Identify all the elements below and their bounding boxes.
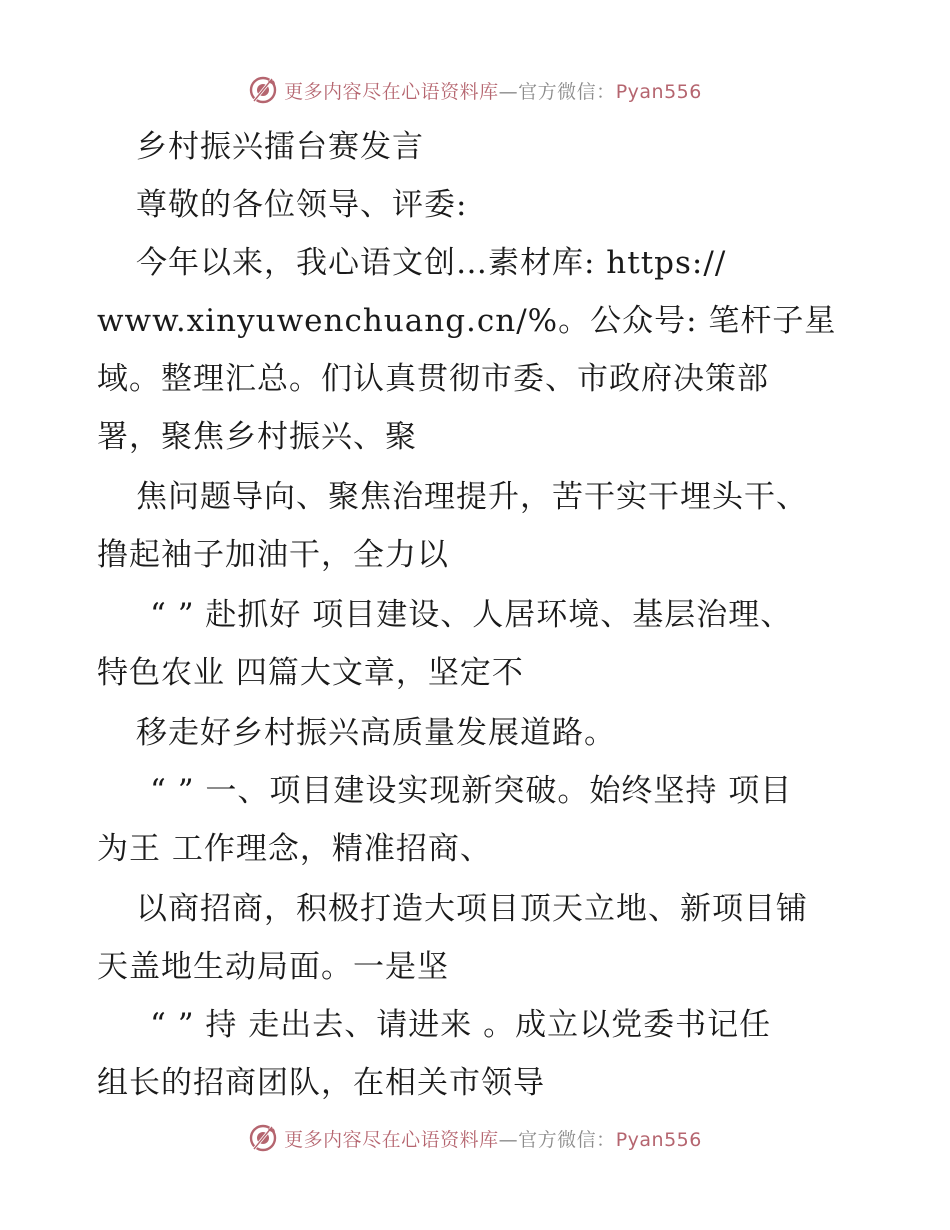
paragraph-line: 署，聚焦乡村振兴、聚: [97, 419, 417, 455]
quill-logo-icon: [248, 75, 278, 105]
banner-dash: —: [498, 1128, 519, 1151]
banner-wechat-label: 官方微信：: [518, 80, 616, 103]
paragraph-line: 组长的招商团队，在相关市领导: [97, 1065, 545, 1101]
paragraph-line: “ ” 赴抓好 项目建设、人居环境、基层治理、: [150, 597, 793, 633]
paragraph-line: 为王 工作理念，精准招商、: [97, 831, 492, 867]
paragraph-line: 特色农业 四篇大文章，坚定不: [97, 655, 524, 691]
salutation: 尊敬的各位领导、评委:: [136, 187, 468, 223]
paragraph-line: 撸起袖子加油干，全力以: [97, 537, 449, 573]
banner-text: [284, 1125, 702, 1152]
banner-main-text: 更多内容尽在心语资料库: [284, 1128, 499, 1151]
document-title: 乡村振兴擂台赛发言: [136, 129, 424, 165]
paragraph-line: 天盖地生动局面。一是坚: [97, 949, 449, 985]
paragraph-line: “ ” 持 走出去、请进来 。成立以党委书记任: [150, 1007, 772, 1043]
header-banner: [0, 70, 950, 110]
paragraph-line: 移走好乡村振兴高质量发展道路。: [136, 715, 616, 751]
paragraph-line: www.xinyuwenchuang.cn/%。公众号: 笔杆子星: [97, 303, 837, 339]
banner-wechat-id: Pyan556: [615, 1128, 702, 1151]
banner-dash: —: [498, 80, 519, 103]
banner-text: [284, 77, 702, 104]
footer-banner-content: [248, 1123, 702, 1153]
paragraph-line: 以商招商，积极打造大项目顶天立地、新项目铺: [136, 891, 808, 927]
paragraph-line: 焦问题导向、聚焦治理提升，苦干实干埋头干、: [136, 479, 808, 515]
banner-wechat-id: Pyan556: [615, 80, 702, 103]
header-banner-content: [248, 75, 702, 105]
banner-wechat-label: 官方微信：: [518, 1128, 616, 1151]
paragraph-line: 今年以来，我心语文创…素材库: https://: [136, 245, 727, 281]
banner-main-text: 更多内容尽在心语资料库: [284, 80, 499, 103]
paragraph-line: 域。整理汇总。们认真贯彻市委、市政府决策部: [97, 361, 769, 397]
footer-banner: [0, 1118, 950, 1158]
quill-logo-icon: [248, 1123, 278, 1153]
section-heading-line: “ ” 一、项目建设实现新突破。始终坚持 项目: [150, 773, 793, 809]
